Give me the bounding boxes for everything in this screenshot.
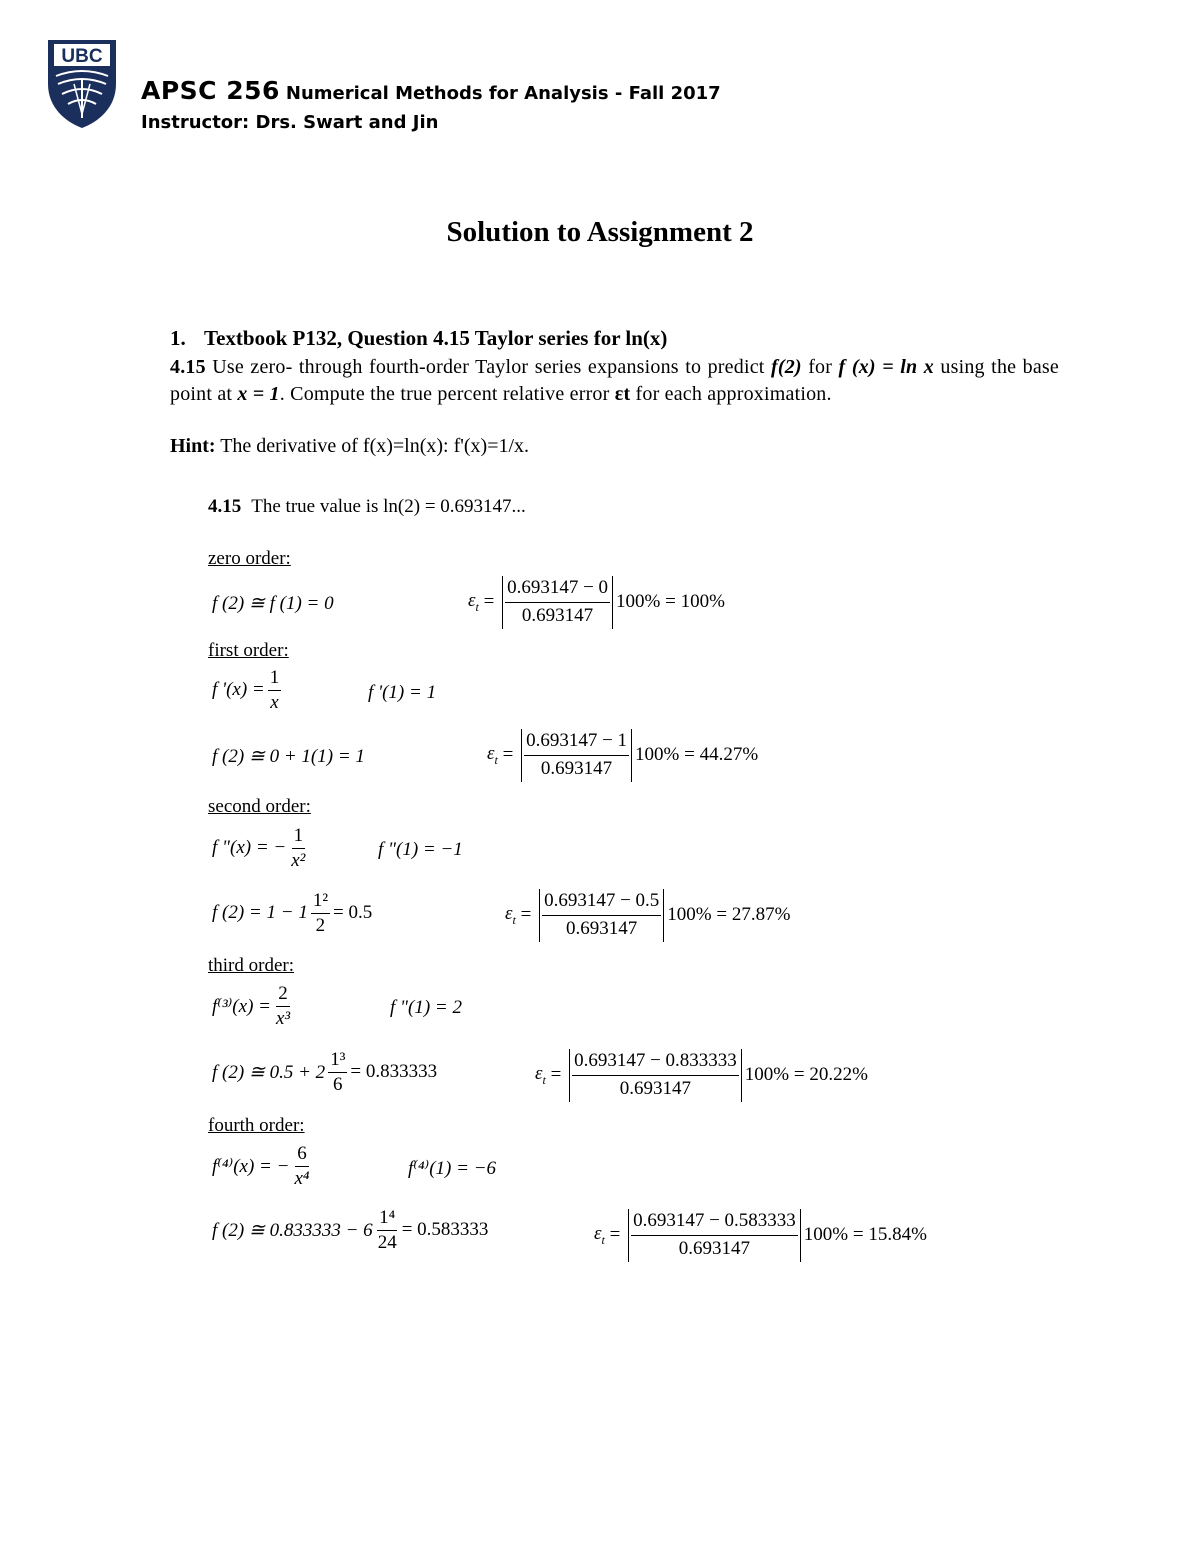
course-code: APSC 256	[141, 76, 280, 105]
relative-error: $\varepsilon_t$ = $\frac{0.693147 - 1}{0.693147}$ 100% = 44.27%	[487, 729, 758, 782]
ubc-crest-icon	[46, 38, 118, 130]
instructor: Instructor: Drs. Swart and Jin	[141, 112, 439, 133]
approximation: f (2) ≅ 0 + 1(1) = 1	[212, 746, 365, 767]
course-title	[141, 76, 721, 105]
derivative-at-1: f "(1) = −1	[378, 839, 463, 860]
relative-error: $\varepsilon_t$ = $\frac{0.693147 - 0}{0.693147}$ 100% = 100%	[468, 576, 725, 629]
derivative: f⁽³⁾(x) = $\frac{2}{\text{x³}}$	[212, 983, 291, 1029]
relative-error: $\varepsilon_t$ = $\frac{0.693147 - 0.833333}{0.693147}$ 100% = 20.22%	[535, 1049, 868, 1102]
course-name: Numerical Methods for Analysis - Fall 2017	[285, 83, 721, 104]
page-title: Solution to Assignment 2	[446, 216, 754, 248]
relative-error: $\varepsilon_t$ = $\frac{0.693147 - 0.583333}{0.693147}$ 100% = 15.84%	[594, 1209, 927, 1262]
order-heading: first order:	[208, 640, 289, 661]
approximation: f (2) ≅ f (1) = 0	[212, 593, 334, 614]
order-heading: third order:	[208, 955, 295, 976]
derivative: f '(x) = $\frac{1}{x}$	[212, 667, 280, 713]
question-text: 4.15 Use zero- through fourth-order Taylor series expansions to predict f(2) for f (x) = ln x using the base point at x = 1. Compute the true percent relative error εt for each approximation.	[170, 356, 1059, 405]
question-heading-text: Textbook P132, Question 4.15 Taylor series for ln(x)	[204, 326, 668, 350]
question-heading	[170, 326, 667, 351]
derivative: f⁽⁴⁾(x) = − $\frac{6}{\text{x⁴}}$	[212, 1143, 310, 1189]
relative-error: $\varepsilon_t$ = $\frac{0.693147 - 0.5}{0.693147}$ 100% = 27.87%	[505, 889, 790, 942]
svg-text:UBC: UBC	[61, 46, 103, 67]
approximation: f (2) ≅ 0.833333 − 6 $\frac{\text{1⁴}}{24}$ = 0.583333	[212, 1207, 489, 1253]
derivative-at-1: f '(1) = 1	[368, 682, 437, 703]
solution-intro: 4.15 The true value is ln(2) = 0.693147...	[208, 496, 526, 517]
ubc-logo	[46, 38, 118, 130]
approximation: f (2) ≅ 0.5 + 2 $\frac{\text{1³}}{6}$ = 0.833333	[212, 1049, 438, 1095]
order-heading: second order:	[208, 796, 311, 817]
order-heading: zero order:	[208, 548, 291, 569]
derivative-at-1: f⁽⁴⁾(1) = −6	[408, 1158, 497, 1179]
derivative-at-1: f "(1) = 2	[390, 997, 462, 1018]
question-number: 1.	[170, 326, 186, 350]
order-heading: fourth order:	[208, 1115, 305, 1136]
derivative: f "(x) = − $\frac{1}{\text{x²}}$	[212, 825, 306, 871]
approximation: f (2) = 1 − 1 $\frac{\text{1²}}{2}$ = 0.5	[212, 890, 373, 936]
question-hint: Hint: The derivative of f(x)=ln(x): f'(x)=1/x.	[170, 435, 530, 457]
